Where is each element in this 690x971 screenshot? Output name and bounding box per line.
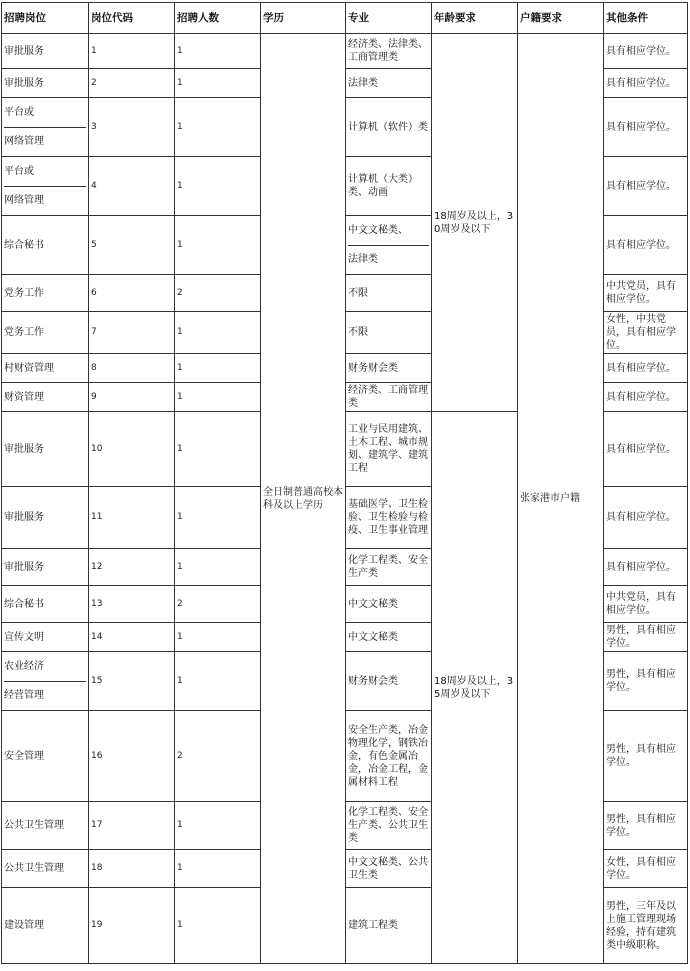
code-cell: 11: [89, 487, 175, 549]
post-cell: 审批服务: [2, 412, 89, 487]
age-cell-group-1: 18周岁及以上，30周岁及以下: [432, 34, 518, 412]
code-cell: 3: [89, 98, 175, 157]
count-cell: 1: [175, 34, 261, 69]
count-cell: 2: [175, 711, 261, 802]
count-cell: 1: [175, 412, 261, 487]
other-cell: 具有相应学位。: [604, 412, 688, 487]
other-cell: 具有相应学位。: [604, 216, 688, 275]
post-cell: 审批服务: [2, 69, 89, 98]
post-line: 网络管理: [4, 186, 86, 216]
code-cell: 10: [89, 412, 175, 487]
count-cell: 1: [175, 487, 261, 549]
post-cell: 党务工作: [2, 275, 89, 312]
header-other: 其他条件: [604, 3, 688, 34]
header-age: 年龄要求: [432, 3, 518, 34]
post-cell: 建设管理: [2, 888, 89, 964]
other-cell: 具有相应学位。: [604, 34, 688, 69]
major-cell: 经济类、法律类、工商管理类: [346, 34, 432, 69]
post-line: 农业经济: [4, 660, 44, 672]
code-cell: 9: [89, 383, 175, 412]
other-cell: 具有相应学位。: [604, 487, 688, 549]
code-cell: 8: [89, 354, 175, 383]
code-cell: 4: [89, 157, 175, 216]
major-line: 法律类: [348, 245, 429, 275]
count-cell: 1: [175, 623, 261, 652]
major-cell: 计算机（软件）类: [346, 98, 432, 157]
code-cell: 15: [89, 652, 175, 711]
major-cell: 法律类: [346, 69, 432, 98]
code-cell: 12: [89, 549, 175, 586]
post-cell: 宣传文明: [2, 623, 89, 652]
major-cell: 工业与民用建筑、土木工程、城市规划、建筑学、建筑工程: [346, 412, 432, 487]
post-cell: 党务工作: [2, 312, 89, 354]
count-cell: 1: [175, 157, 261, 216]
other-cell: 具有相应学位。: [604, 354, 688, 383]
major-cell: 化学工程类、安全生产类: [346, 549, 432, 586]
header-count: 招聘人数: [175, 3, 261, 34]
post-cell: 综合秘书: [2, 586, 89, 623]
post-cell: 公共卫生管理: [2, 850, 89, 888]
code-cell: 7: [89, 312, 175, 354]
post-cell: [2, 98, 89, 157]
post-line: 平台或: [4, 165, 34, 177]
recruitment-table: [1, 2, 688, 964]
count-cell: 1: [175, 312, 261, 354]
residence-cell: 张家港市户籍: [518, 34, 604, 964]
code-cell: 16: [89, 711, 175, 802]
header-code: 岗位代码: [89, 3, 175, 34]
header-row: [2, 3, 688, 34]
post-cell: [2, 157, 89, 216]
post-cell: 安全管理: [2, 711, 89, 802]
count-cell: 1: [175, 888, 261, 964]
count-cell: 1: [175, 216, 261, 275]
major-line: 中文文秘类、: [348, 224, 408, 236]
post-cell: 审批服务: [2, 487, 89, 549]
count-cell: 1: [175, 802, 261, 850]
major-cell: 不限: [346, 275, 432, 312]
code-cell: 19: [89, 888, 175, 964]
count-cell: 1: [175, 549, 261, 586]
code-cell: 17: [89, 802, 175, 850]
major-cell: 建筑工程类: [346, 888, 432, 964]
count-cell: 1: [175, 98, 261, 157]
post-cell: 审批服务: [2, 549, 89, 586]
other-cell: 女性，中共党员，具有相应学位。: [604, 312, 688, 354]
post-cell: 综合秘书: [2, 216, 89, 275]
major-cell: 计算机（大类）类、动画: [346, 157, 432, 216]
other-cell: 中共党员，具有相应学位。: [604, 586, 688, 623]
other-cell: 男性，具有相应学位。: [604, 711, 688, 802]
code-cell: 6: [89, 275, 175, 312]
other-cell: 女性，具有相应学位。: [604, 850, 688, 888]
post-cell: 村财资管理: [2, 354, 89, 383]
post-cell: 财资管理: [2, 383, 89, 412]
education-cell: 全日制普通高校本科及以上学历: [261, 34, 346, 964]
count-cell: 2: [175, 275, 261, 312]
other-cell: 男性，具有相应学位。: [604, 802, 688, 850]
post-cell: 公共卫生管理: [2, 802, 89, 850]
major-cell: 基础医学、卫生检验、卫生检验与检疫、卫生事业管理: [346, 487, 432, 549]
major-cell: [346, 216, 432, 275]
major-cell: 不限: [346, 312, 432, 354]
code-cell: 14: [89, 623, 175, 652]
header-residence: 户籍要求: [518, 3, 604, 34]
header-major: 专业: [346, 3, 432, 34]
other-cell: 具有相应学位。: [604, 157, 688, 216]
other-cell: 具有相应学位。: [604, 98, 688, 157]
other-cell: 男性，具有相应学位。: [604, 652, 688, 711]
post-line: 经营管理: [4, 681, 86, 711]
count-cell: 1: [175, 383, 261, 412]
post-line: 平台或: [4, 106, 34, 118]
other-cell: 男性，三年及以上施工管理现场经验，持有建筑类中级职称。: [604, 888, 688, 964]
major-cell: 经济类、工商管理类: [346, 383, 432, 412]
major-cell: 财务财会类: [346, 652, 432, 711]
other-cell: 具有相应学位。: [604, 549, 688, 586]
count-cell: 1: [175, 354, 261, 383]
count-cell: 1: [175, 652, 261, 711]
major-cell: 中文文秘类: [346, 586, 432, 623]
other-cell: 具有相应学位。: [604, 69, 688, 98]
code-cell: 13: [89, 586, 175, 623]
post-line: 网络管理: [4, 127, 86, 157]
other-cell: 男性，具有相应学位。: [604, 623, 688, 652]
code-cell: 5: [89, 216, 175, 275]
code-cell: 18: [89, 850, 175, 888]
count-cell: 1: [175, 69, 261, 98]
table-row: [2, 34, 688, 69]
header-post: 招聘岗位: [2, 3, 89, 34]
post-cell: [2, 652, 89, 711]
header-education: 学历: [261, 3, 346, 34]
other-cell: 中共党员，具有相应学位。: [604, 275, 688, 312]
age-cell-group-2: 18周岁及以上，35周岁及以下: [432, 412, 518, 964]
other-cell: 具有相应学位。: [604, 383, 688, 412]
count-cell: 1: [175, 850, 261, 888]
code-cell: 1: [89, 34, 175, 69]
major-cell: 中文文秘类、公共卫生类: [346, 850, 432, 888]
post-cell: 审批服务: [2, 34, 89, 69]
major-cell: 中文文秘类: [346, 623, 432, 652]
code-cell: 2: [89, 69, 175, 98]
major-cell: 化学工程类、安全生产类、公共卫生类: [346, 802, 432, 850]
major-cell: 财务财会类: [346, 354, 432, 383]
count-cell: 2: [175, 586, 261, 623]
major-cell: 安全生产类，冶金物理化学，钢铁冶金，有色金属冶金，冶金工程，金属材料工程: [346, 711, 432, 802]
